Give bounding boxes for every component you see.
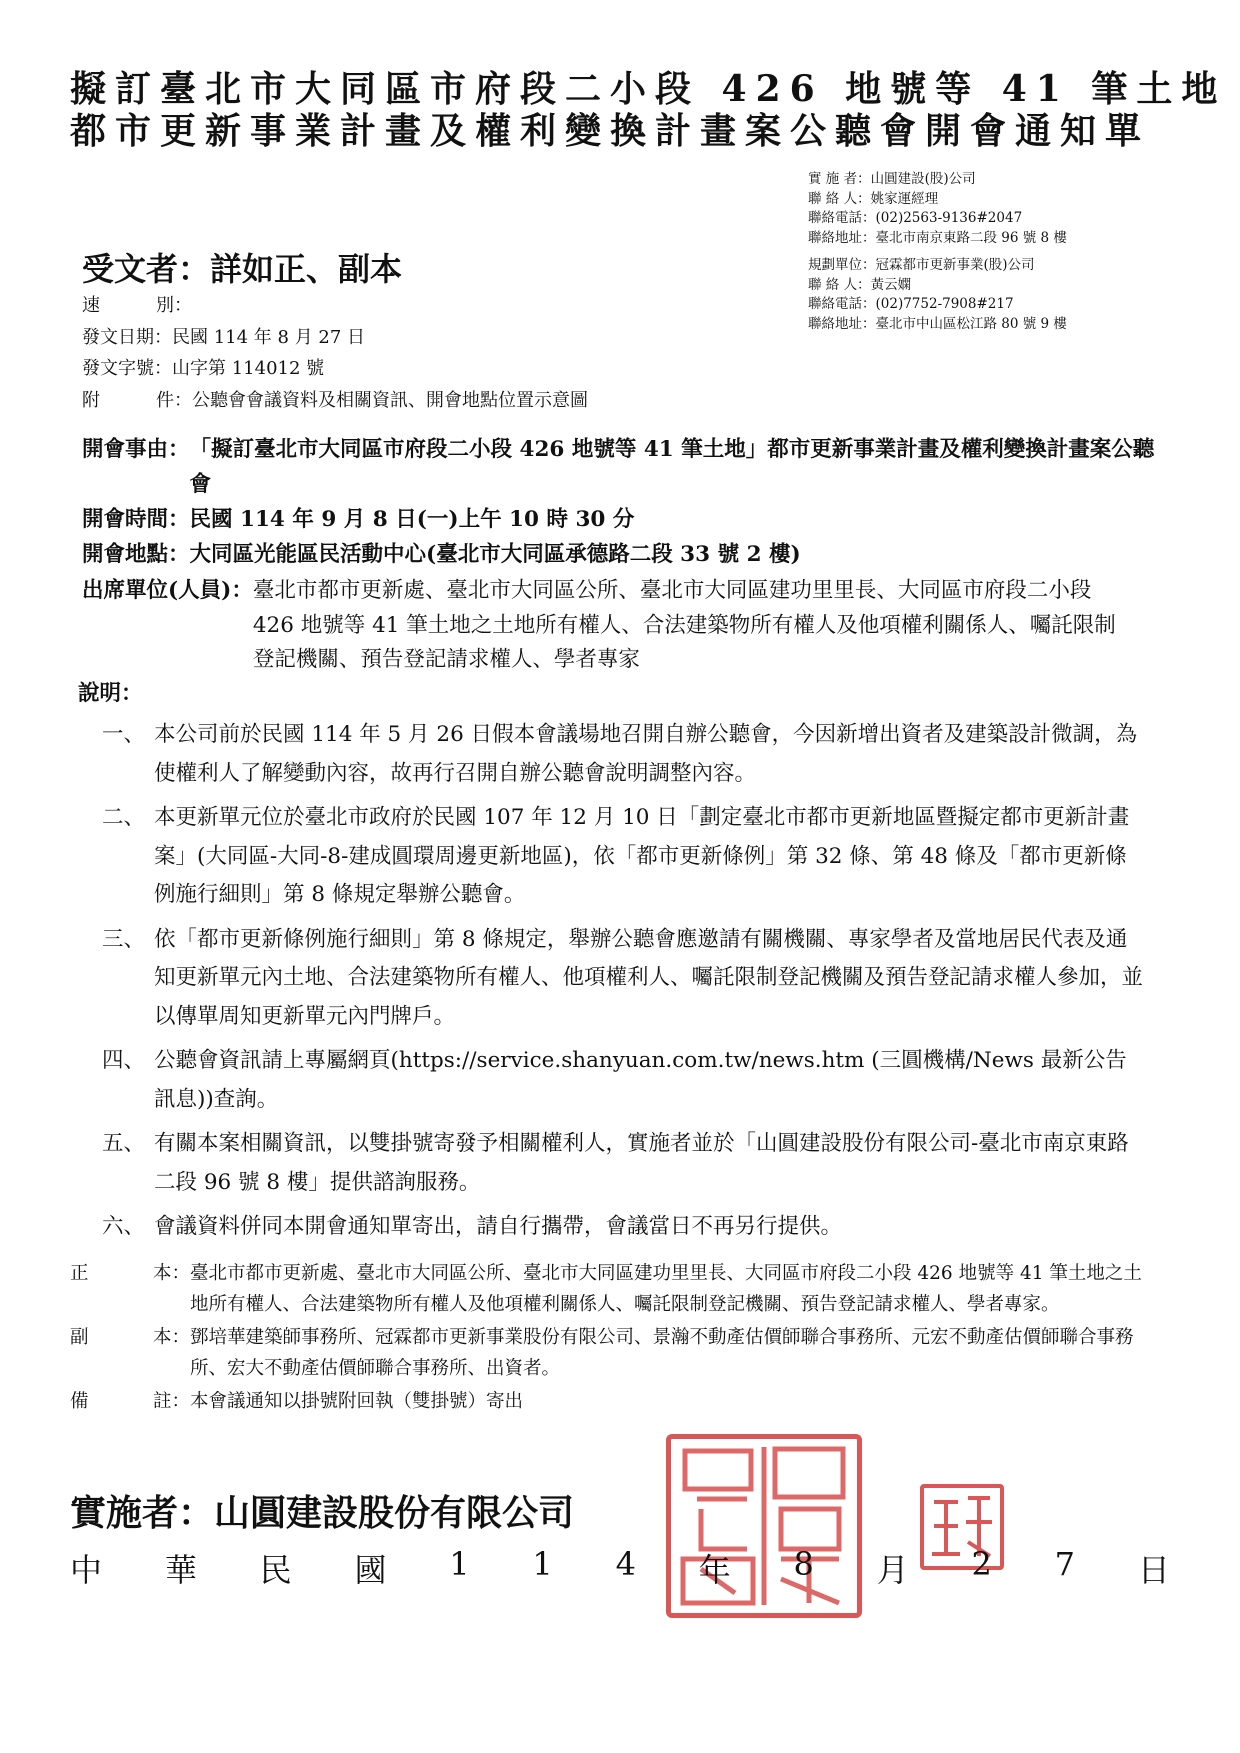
attachment-row [82,385,588,417]
date-row [82,322,588,354]
meta-label: 別： [156,295,192,316]
item-text: 本更新單元位於臺北市政府於民國 107 年 12 月 10 日「劃定臺北市都市更新地區暨擬定都市更新計畫案」(大同區-大同-8-建成圓環周邊更新地區)，依「都市更新條例」第 32 條、第 48 條及「都市更新條例施行細則」第 8 條規定舉辦公聽會。 [154,805,1130,907]
date-char: 日 [1137,1551,1170,1589]
meeting-time: 民國 114 年 9 月 8 日(一)上午 10 時 30 分 [189,507,635,532]
document-number: 山字第 114012 號 [172,358,325,379]
distribution-block [70,1258,1150,1419]
item-number: 三、 [102,926,146,952]
date-line [70,1545,1170,1591]
contact-label: 聯絡電話： [808,296,876,312]
issue-date: 民國 114 年 8 月 27 日 [172,326,366,348]
item-number: 五、 [102,1131,146,1156]
meeting-info [82,432,1162,572]
meeting-label: 開會時間： [82,507,190,532]
document-meta [82,290,588,416]
item-text: 本公司前於民國 114 年 5 月 26 日假本會議場地召開自辦公聽會，今因新增出資者及建築設計微調，為使權利人了解變動內容，故再行召開自辦公聽會說明調整內容。 [154,722,1138,786]
note-text: 本會議通知以掛號附回執（雙掛號）寄出 [190,1391,524,1412]
main-recipients: 臺北市都市更新處、臺北市大同區公所、臺北市大同區建功里里長、大同區市府段二小段 426 地號等 41 筆土地之土地所有權人、合法建築物所有權人及他項權利關係人、囑託限制登記機關、預告登記請求權人、學者專家。 [190,1263,1142,1315]
meeting-label: 開會地點： [82,542,190,567]
dist-label: 本： [152,1327,190,1348]
item-text: 公聽會資訊請上專屬網頁(https://service.shanyuan.com.tw/news.htm (三圓機構/News 最新公告訊息))查詢。 [154,1048,1127,1112]
dist-label: 正 [70,1263,89,1284]
list-item [102,1125,1144,1202]
dist-label: 備 [70,1391,89,1412]
date-char: 月 [876,1551,909,1589]
list-item [102,799,1144,915]
implementer-signature: 實施者：山圓建設股份有限公司 [70,1492,575,1534]
dist-label: 副 [70,1327,89,1348]
number-row [82,353,588,385]
contact-person: 姚家運經理 [870,190,939,207]
document-title-line1: 擬訂臺北市大同區市府段二小段 426 地號等 41 筆土地 [70,68,1227,110]
item-text: 依「都市更新條例施行細則」第 8 條規定，舉辦公聽會應邀請有關機關、專家學者及當地居民代表及通知更新單元內土地、合法建築物所有權人、他項權利人、囑託限制登記機關及預告登記請求權人參加，並以傳單周知更新單元內門牌戶。 [154,926,1144,1029]
list-item [102,1208,1144,1247]
date-char: 國 [354,1551,387,1589]
meta-label: 發文日期： [82,326,172,348]
meta-label: 件： [156,389,192,411]
contact-label: 實 施 者： [808,171,871,187]
item-number: 二、 [102,805,146,830]
contact-phone: (02)2563-9136#2047 [875,210,1023,226]
meeting-place: 大同區光能區民活動中心(臺北市大同區承德路二段 33 號 2 樓) [189,542,801,567]
list-item [102,716,1144,793]
attendees-row [82,574,1162,678]
dist-label: 本： [152,1263,190,1284]
attachment-value: 公聽會會議資料及相關資訊、開會地點位置示意圖 [192,389,588,411]
contact-label: 聯 絡 人： [808,276,871,293]
contact-person: 黃云嫻 [870,276,912,293]
meeting-label: 出席單位(人員)： [82,578,253,603]
meta-label: 附 [82,389,100,411]
speed-row [82,290,588,322]
meta-label: 發文字號： [82,358,172,379]
planner-name: 冠霖都市更新事業(股)公司 [875,257,1035,273]
contact-label: 聯絡地址： [808,229,876,246]
contact-label: 聯絡地址： [808,315,876,332]
meeting-reason-row [82,432,1162,502]
contact-address: 臺北市中山區松江路 80 號 9 樓 [875,315,1067,332]
document-title-line2: 都市更新事業計畫及權利變換計畫案公聽會開會通知單 [70,110,1151,152]
date-char: 7 [1054,1545,1076,1583]
item-text: 會議資料併同本開會通知單寄出，請自行攜帶，會議當日不再另行提供。 [154,1214,843,1239]
implementer-name: 山圓建設(股)公司 [870,171,976,187]
date-char: 4 [615,1545,636,1583]
meeting-time-row [82,502,1162,537]
contact-label: 聯 絡 人： [808,190,871,207]
list-item [102,1042,1144,1119]
copy-recipients-row [70,1322,1150,1384]
item-number: 六、 [102,1214,146,1239]
list-item [102,921,1144,1037]
main-recipients-row [70,1258,1150,1320]
explanation-heading: 說明： [78,681,143,706]
contact-phone: (02)7752-7908#217 [875,296,1014,312]
item-number: 一、 [102,722,146,747]
meta-label: 速 [82,295,100,316]
dist-label: 註： [152,1391,190,1412]
contact-block [808,170,1228,334]
explanation-list [102,716,1144,1253]
contact-label: 規劃單位： [808,257,876,273]
note-row [70,1386,1150,1417]
meeting-reason: 「擬訂臺北市大同區市府段二小段 426 地號等 41 筆土地」都市更新事業計畫及權利變換計畫案公聽會 [189,437,1155,497]
date-char: 華 [164,1551,197,1589]
date-char: 1 [532,1545,553,1583]
date-char: 8 [793,1545,814,1583]
copy-recipients: 鄧培華建築師事務所、冠霖都市更新事業股份有限公司、景瀚不動產估價師聯合事務所、元宏不動產估價師聯合事務所、宏大不動產估價師聯合事務所、出資者。 [190,1327,1134,1379]
item-number: 四、 [102,1048,146,1073]
recipient: 受文者：詳如正、副本 [82,250,403,288]
date-char: 民 [259,1551,292,1589]
date-char: 2 [971,1545,992,1583]
date-char: 年 [698,1551,731,1589]
date-char: 1 [449,1545,470,1583]
meeting-label: 開會事由： [82,437,190,462]
meeting-place-row [82,537,1162,572]
item-text: 有關本案相關資訊，以雙掛號寄發予相關權利人，實施者並於「山圓建設股份有限公司-臺北市南京東路二段 96 號 8 樓」提供諮詢服務。 [154,1131,1129,1195]
date-char: 中 [70,1551,103,1589]
contact-label: 聯絡電話： [808,210,876,226]
contact-address: 臺北市南京東路二段 96 號 8 樓 [875,229,1067,246]
attendees-list: 臺北市都市更新處、臺北市大同區公所、臺北市大同區建功里里長、大同區市府段二小段 426 地號等 41 筆土地之土地所有權人、合法建築物所有權人及他項權利關係人、囑託限制登記機關、預告登記請求權人、學者專家 [252,578,1116,672]
